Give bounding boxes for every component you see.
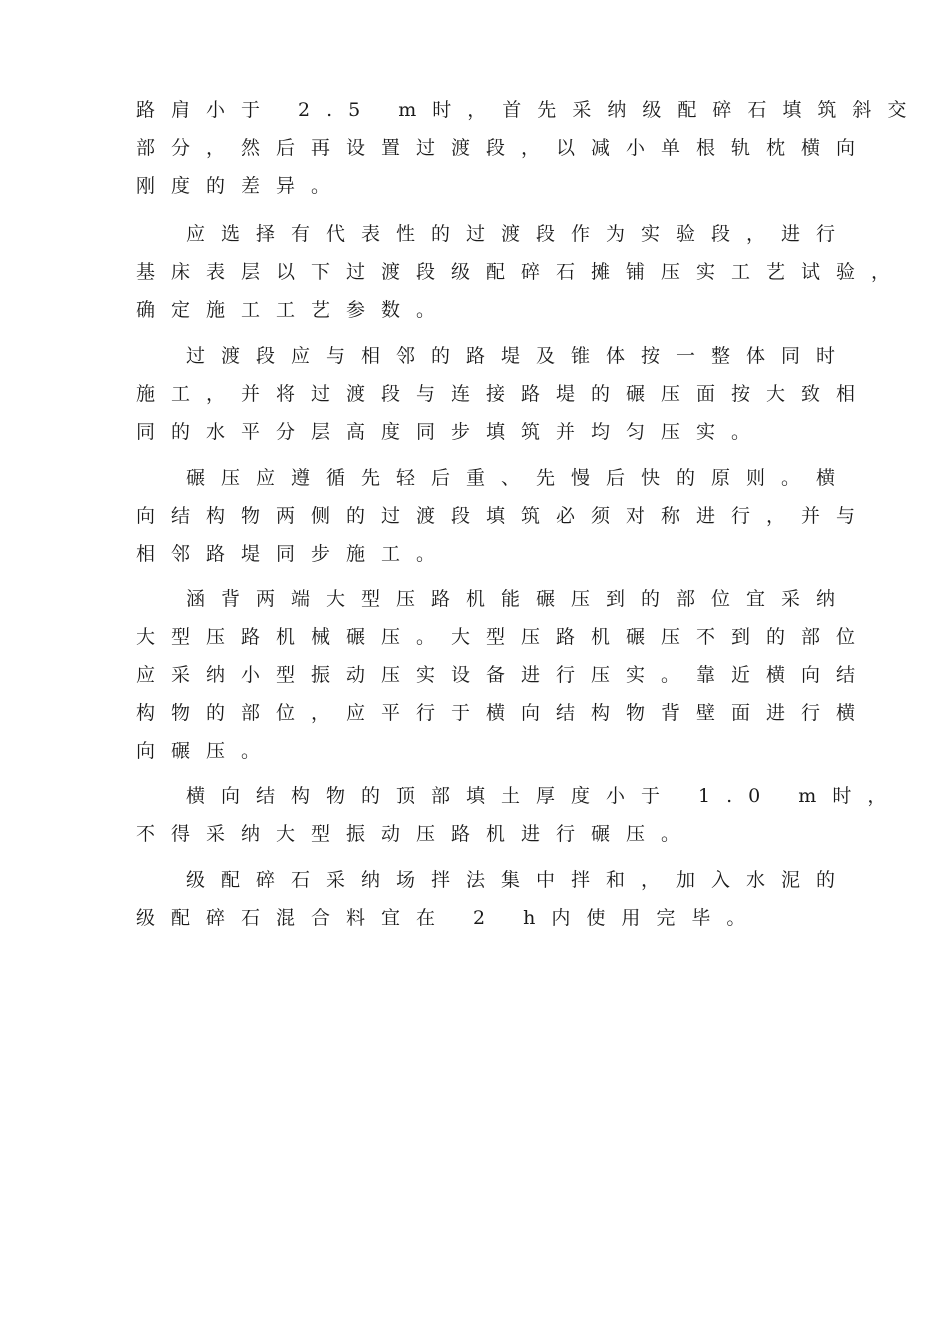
paragraph-7 xyxy=(136,861,852,937)
text-line: 施工，并将过渡段与连接路堤的碾压面按大致相 xyxy=(136,383,872,405)
text-line: 不得采纳大型振动压路机进行碾压。 xyxy=(136,823,697,845)
text-line: 构物的部位，应平行于横向结构物背壁面进行横 xyxy=(136,702,872,724)
text-line: 横向结构物的顶部填土厚度小于 1.0 m时， xyxy=(186,785,903,807)
text-line: 级配碎石混合料宜在 2 h内使用完毕。 xyxy=(136,907,762,929)
text-line: 路肩小于 2.5 m时，首先采纳级配碎石填筑斜交 xyxy=(136,99,923,121)
text-line: 大型压路机械碾压。大型压路机碾压不到的部位 xyxy=(136,626,872,648)
text-line: 向结构物两侧的过渡段填筑必须对称进行，并与 xyxy=(136,505,872,527)
text-line: 向碾压。 xyxy=(136,740,277,762)
paragraph-4 xyxy=(136,459,872,573)
text-line: 基床表层以下过渡段级配碎石摊铺压实工艺试验， xyxy=(136,261,907,283)
text-line: 级配碎石采纳场拌法集中拌和，加入水泥的 xyxy=(186,869,852,891)
text-line: 涵背两端大型压路机能碾压到的部位宜采纳 xyxy=(186,588,852,610)
paragraph-3 xyxy=(136,337,872,451)
text-line: 刚度的差异。 xyxy=(136,175,347,197)
paragraph-1 xyxy=(136,91,923,205)
text-line: 相邻路堤同步施工。 xyxy=(136,543,452,565)
paragraph-5 xyxy=(136,580,872,770)
text-line: 部分，然后再设置过渡段，以减小单根轨枕横向 xyxy=(136,137,872,159)
text-line: 碾压应遵循先轻后重、先慢后快的原则。横 xyxy=(186,467,852,489)
text-line: 确定施工工艺参数。 xyxy=(136,299,452,321)
text-line: 应选择有代表性的过渡段作为实验段，进行 xyxy=(186,223,852,245)
text-line: 同的水平分层高度同步填筑并均匀压实。 xyxy=(136,421,767,443)
paragraph-2 xyxy=(136,215,907,329)
text-line: 过渡段应与相邻的路堤及锥体按一整体同时 xyxy=(186,345,852,367)
text-line: 应采纳小型振动压实设备进行压实。靠近横向结 xyxy=(136,664,872,686)
paragraph-6 xyxy=(136,777,903,853)
